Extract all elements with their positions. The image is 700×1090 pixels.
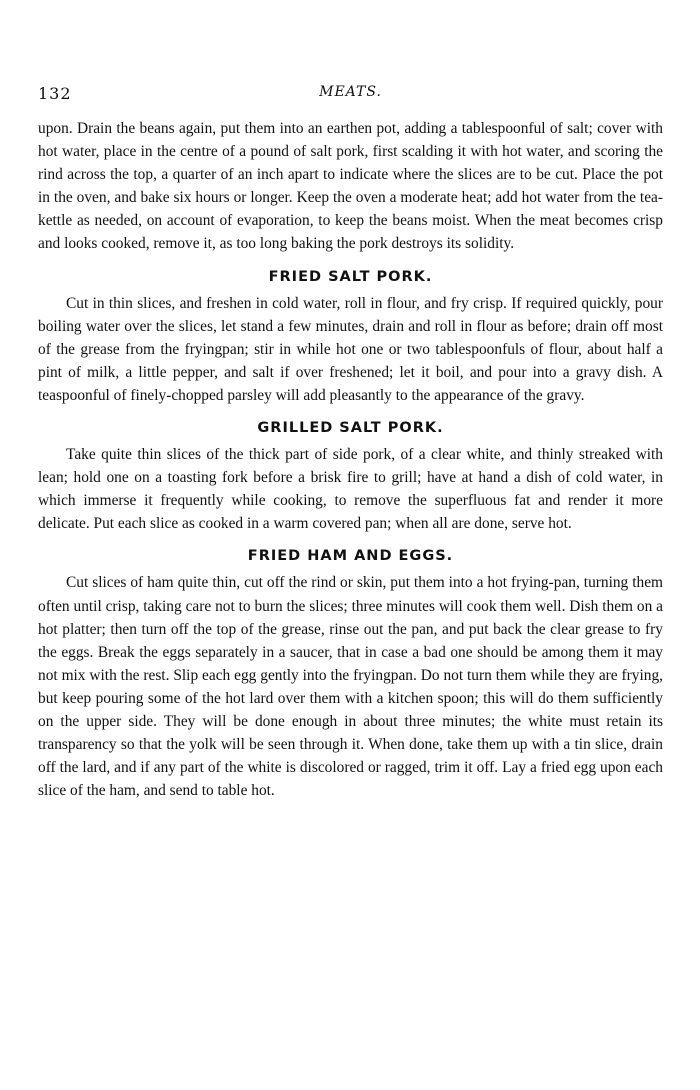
running-head: MEATS.	[319, 84, 382, 100]
page-number: 132	[38, 84, 72, 103]
paragraph-fried-salt-pork: Cut in thin slices, and freshen in cold water, roll in flour, and fry crisp. If required quickly, pour boiling water over the slices, let stand a few minutes, drain and roll in flour as before; drain off most of the grease from the fryingpan; stir in while hot one or two tablespoonfuls of flour, about half a pint of milk, a little pepper, and salt if over freshened; let it boil, and pour into a gravy dish. A teaspoonful of finely-chopped parsley will add pleasantly to the appearance of the gravy.	[38, 294, 663, 404]
section-heading-grilled-salt-pork: GRILLED SALT PORK.	[257, 420, 444, 437]
section-heading-fried-salt-pork: FRIED SALT PORK.	[268, 268, 433, 285]
paragraph-grilled-salt-pork: Take quite thin slices of the thick part of side pork, of a clear white, and thinly streaked with lean; hold one on a toasting fork before a brisk fire to grill; have at hand a dish of cold water, in which immerse it frequently while cooking, to remove the superfluous fat and render it more delicate. Put each slice as cooked in a warm covered pan; when all are done, serve hot.	[38, 446, 663, 533]
section-heading-fried-ham-and-eggs: FRIED HAM AND EGGS.	[247, 548, 454, 565]
continued-paragraph: upon. Drain the beans again, put them into an earthen pot, adding a tablespoonful of salt; cover with hot water, place in the centre of a pound of salt pork, first scalding it with hot water, and scoring the rind across the top, a quarter of an inch apart to indicate where the slices are to be cut. Place the pot in the oven, and bake six hours or longer. Keep the oven a moderate heat; add hot water from the tea-kettle as needed, on account of evaporation, to keep the beans moist. When the meat becomes crisp and looks cooked, remove it, as too long baking the pork destroys its solidity.	[38, 120, 663, 253]
page-header	[38, 84, 663, 106]
paragraph-fried-ham-and-eggs: Cut slices of ham quite thin, cut off the rind or skin, put them into a hot frying-pan, turning them often until crisp, taking care not to burn the slices; three minutes will cook them well. Dish them on a hot platter; then turn off the top of the grease, rinse out the pan, and put back the clear grease to fry the eggs. Break the eggs separately in a saucer, that in case a bad one should be among them it may not mix with the rest. Slip each egg gently into the fryingpan. Do not turn them while they are frying, but keep pouring some of the hot lard over them with a kitchen spoon; this will do them sufficiently on the upper side. They will be done enough in about three minutes; the white must retain its transparency so that the yolk will be seen through it. When done, take them up with a tin slice, drain off the lard, and if any part of the white is discolored or ragged, trim it off. Lay a fried egg upon each slice of the ham, and send to table hot.	[38, 574, 663, 800]
page-body	[38, 117, 663, 802]
